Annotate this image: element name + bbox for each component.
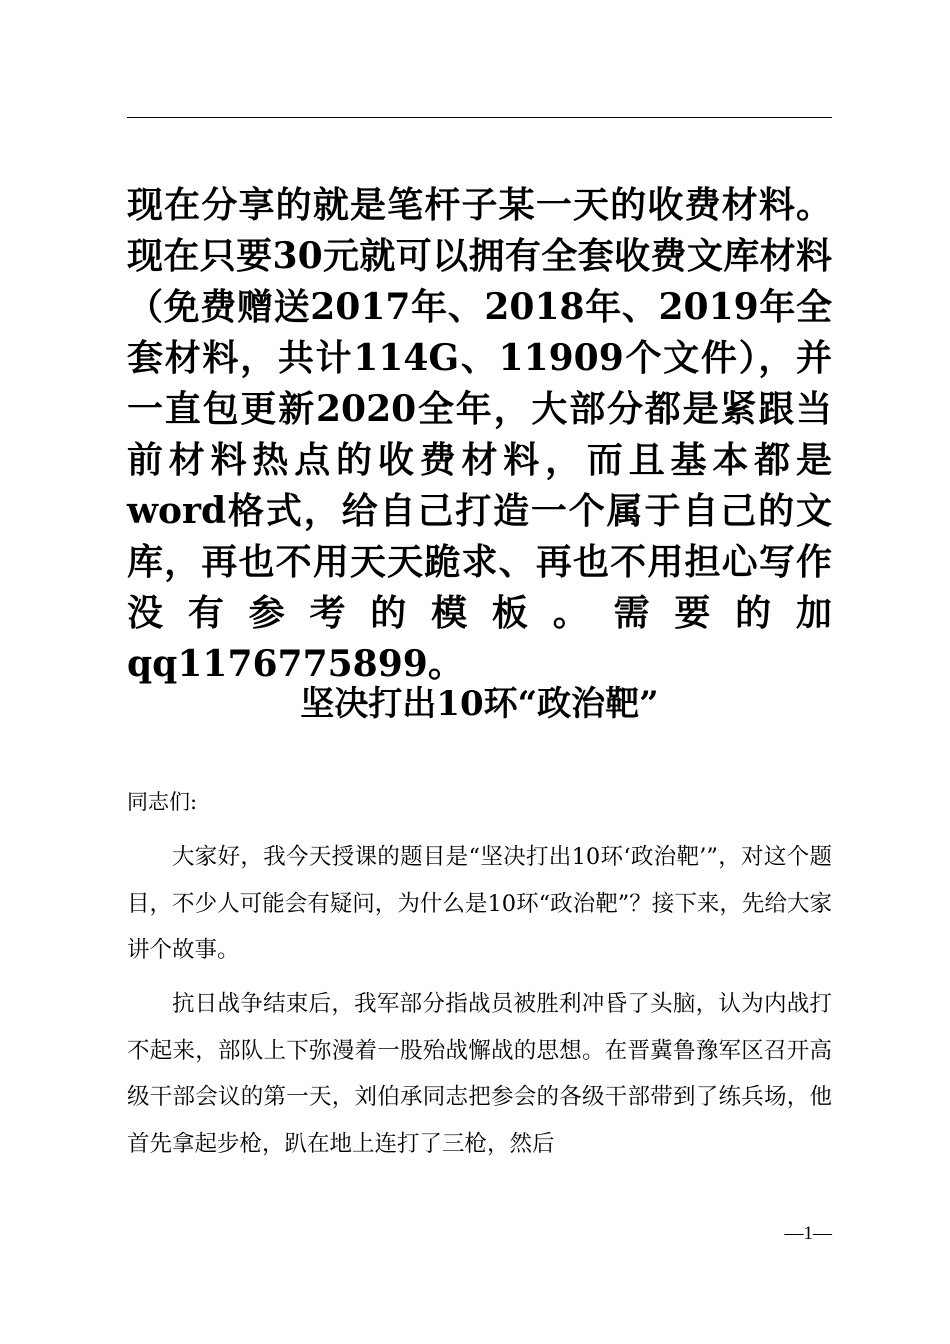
document-title: 坚决打出10环“政治靶” [300, 684, 659, 724]
header-rule [127, 117, 832, 118]
body-paragraph-2: 抗日战争结束后，我军部分指战员被胜利冲昏了头脑，认为内战打不起来，部队上下弥漫着一股殆战懈战的思想。在晋冀鲁豫军区召开高级干部会议的第一天，刘伯承同志把参会的各级干部带到了练兵场，他首先拿起步枪，趴在地上连打了三枪，然后 [127, 991, 832, 1157]
salutation: 同志们: [127, 790, 198, 814]
promo-paragraph: 现在分享的就是笔杆子某一天的收费材料。现在只要30元就可以拥有全套收费文库材料（免费赠送2017年、2018年、2019年全套材料，共计114G、11909个文件），并一直包更新2020全年，大部分都是紧跟当前材料热点的收费材料，而且基本都是word格式，给自己打造一个属于自己的文库，再也不用天天跪求、再也不用担心写作没有参考的模板。需要的加qq1176775899。 [127, 184, 832, 685]
page-number: —1— [784, 1223, 832, 1244]
body-paragraph-1: 大家好，我今天授课的题目是“坚决打出10环‘政治靶’”，对这个题目，不少人可能会有疑问，为什么是10环“政治靶”？接下来，先给大家讲个故事。 [127, 844, 832, 963]
